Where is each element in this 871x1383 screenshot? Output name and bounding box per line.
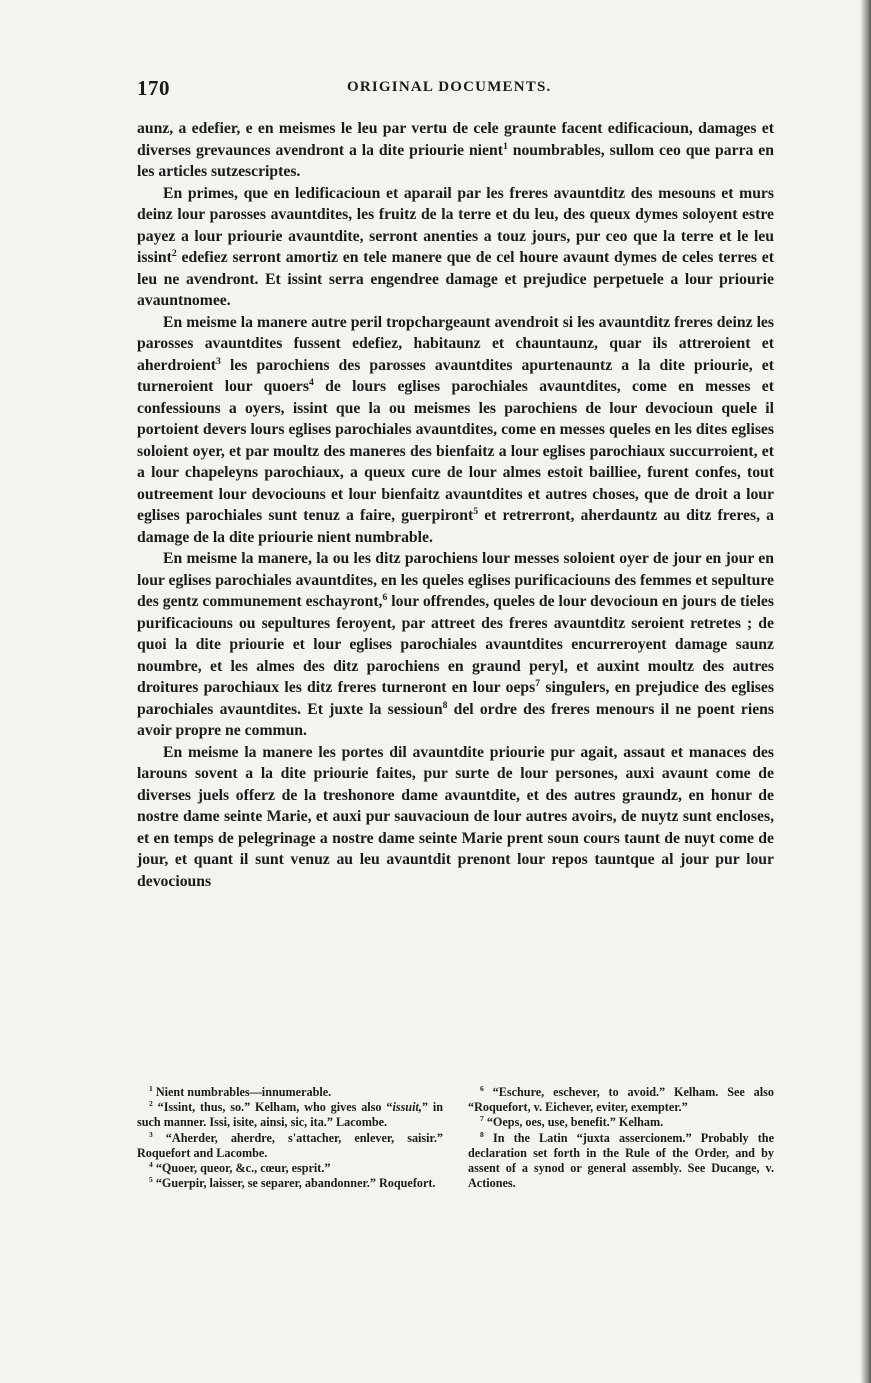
footnote — [137, 1131, 443, 1161]
body-paragraph — [137, 312, 774, 549]
body-paragraph — [137, 118, 774, 183]
body-text — [137, 118, 774, 892]
text-run: En meisme la manere, la ou les ditz parochiens lour messes soloient oyer de jour en jour en lour eglises parochiales avauntdites, en les queles eglises purificaciouns des femmes et sepulture des gentz communement eschayront, — [137, 550, 774, 610]
text-run: de lours eglises parochiales avauntdites, come en messes et confessiouns a oyers, issint que la ou meismes les parochiens de lour devocioun quele il portoient devers lours eglises parochiales avauntdites, come en messes queles en les dites eglises soloient oyer, et par moultz des maneres des bienfaitz a lour eglises parochiaux succurroient, et a lour chapeleyns parochiaux, a queux cure de lour almes estoit bailliee, furent confes, tout outreement lour devociouns et lour bienfaitz avauntdites et autres choses, que de droit a lour eglises parochiales sunt tenuz a faire, guerpiront — [137, 378, 774, 524]
footnotes-left-column — [137, 1085, 443, 1191]
footnote-marker: 8 — [442, 699, 448, 711]
text-run: “Quoer, queor, &c., cœur, esprit.” — [152, 1161, 331, 1176]
text-run: lour offrendes, queles de lour devocioun en jours de tieles purificaciouns ou sepultures feroyent, par attreet des freres avauntditz seroient retretes ; de quoi la dite priourie et lour eglises parochiales avauntdites encurreroyent damage saunz noumbre, et les almes des ditz parochiens en graund peryl, et auxint moultz des autres droitures parochiaux les ditz freres turneront en lour oeps — [137, 593, 774, 696]
text-run: et retrerront, aherdauntz au ditz freres, a damage de la dite priourie nient numbrable. — [137, 507, 774, 546]
footnote-marker: 8 — [480, 1129, 484, 1139]
footnote-marker: 5 — [149, 1175, 153, 1185]
footnote-marker: 5 — [473, 505, 479, 517]
page-number: 170 — [137, 76, 170, 100]
text-run: “Aherder, aherdre, s'attacher, enlever, saisir.” Roquefort and Lacombe. — [137, 1130, 443, 1160]
footnote — [137, 1176, 443, 1191]
footnote-marker: 3 — [149, 1129, 153, 1139]
text-run: “Eschure, eschever, to avoid.” Kelham. See also “Roquefort, v. Eichever, eviter, exempter.” — [468, 1085, 774, 1115]
footnote-marker: 3 — [216, 355, 221, 367]
page-header — [137, 76, 774, 104]
text-run: En meisme la manere les portes dil avauntdite priourie pur agait, assaut et manaces des larouns sovent a la dite priourie faites, pur surte de lour persones, auxi avaunt come de diverses juels offerz de la treshonore dame avauntdite, et des autres graundz, en honur de nostre dame seinte Marie, et auxi pur sauvacioun de lour autres avoirs, de nuytz sunt encloses, et en temps de pelegrinage a nostre dame seinte Marie prent soun cours taunt de nuyt come de jour, et quant il sunt venuz au leu avauntdit prenont lour repos tauntque al jour pur lour devociouns — [137, 743, 774, 890]
footnote-marker: 1 — [149, 1083, 153, 1093]
text-run: les parochiens des parosses avauntdites apurtenauntz a la dite priourie, et turneroient lour quoers — [137, 356, 774, 395]
text-run: Nient numbrables—innumerable. — [152, 1085, 332, 1099]
footnote-marker: 2 — [171, 247, 177, 259]
footnote-marker: 4 — [308, 376, 314, 388]
body-paragraph — [137, 548, 774, 742]
footnote-marker: 2 — [149, 1099, 153, 1109]
footnote-marker: 6 — [382, 591, 388, 603]
text-run: “Guerpir, laisser, se separer, abandonner.” Roquefort. — [152, 1176, 436, 1191]
footnote — [137, 1085, 443, 1100]
footnotes — [137, 1085, 774, 1191]
footnote-marker: 1 — [502, 140, 508, 152]
footnote — [468, 1115, 774, 1130]
text-run: edefiez serront amortiz en tele manere que de cel houre avaunt dymes de celes terres et leu ne avendront. Et issint serra engendree damage et prejudice perpetuele a lour priourie avauntnomee. — [137, 249, 774, 309]
footnote — [137, 1100, 443, 1130]
footnote — [468, 1131, 774, 1192]
text-run: aunz, a edefier, e en meismes le leu par vertu de cele graunte facent edificacioun, damages et diverses grevaunces avendront a la dite priourie nient — [137, 120, 774, 159]
text-run: “Oeps, oes, use, benefit.” Kelham. — [483, 1115, 664, 1130]
italic-text: issuit, — [392, 1100, 422, 1115]
text-run: In the Latin “juxta assercionem.” Probably the declaration set forth in the Rule of the Order, and by assent of a synod or general assembly. See Ducange, v. Actiones. — [468, 1130, 774, 1191]
footnote — [468, 1085, 774, 1115]
text-run: singulers, en prejudice des eglises parochiales avauntdites. Et juxte la sessioun — [137, 679, 774, 718]
body-paragraph — [137, 742, 774, 893]
page-edge-shadow — [861, 0, 871, 1383]
text-run: ” in such manner. Issi, isite, ainsi, sic, ita.” Lacombe. — [137, 1100, 443, 1130]
footnote-marker: 4 — [149, 1159, 153, 1169]
text-run: En primes, que en ledificacioun et aparail par les freres avauntditz des mesouns et murs deinz lour parosses avauntdites, les fruitz de la terre et du leu, des queux dymes soloyent estre payez a lour priourie avauntdite, serront anenties a touz jours, pur ceo que la terre et le leu issint — [137, 184, 774, 266]
footnote-marker: 7 — [535, 677, 541, 689]
running-head: ORIGINAL DOCUMENTS. — [347, 79, 552, 95]
text-run: del ordre des freres menours il ne poent riens avoir propre ne commun. — [137, 700, 774, 739]
footnotes-right-column — [468, 1085, 774, 1191]
footnote-marker: 6 — [480, 1083, 484, 1093]
footnote-marker: 7 — [480, 1114, 484, 1124]
text-run: noumbrables, sullom ceo que parra en les articles sutzescriptes. — [137, 141, 774, 180]
text-run: En meisme la manere autre peril tropchargeaunt avendroit si les avauntditz freres deinz les parosses avauntdites fussent edefiez, habitaunz et chauntaunz, quar ils attreroient et aherdroient — [137, 313, 774, 374]
body-paragraph — [137, 183, 774, 312]
footnote — [137, 1161, 443, 1176]
text-run: “Issint, thus, so.” Kelham, who gives also “ — [152, 1100, 393, 1115]
